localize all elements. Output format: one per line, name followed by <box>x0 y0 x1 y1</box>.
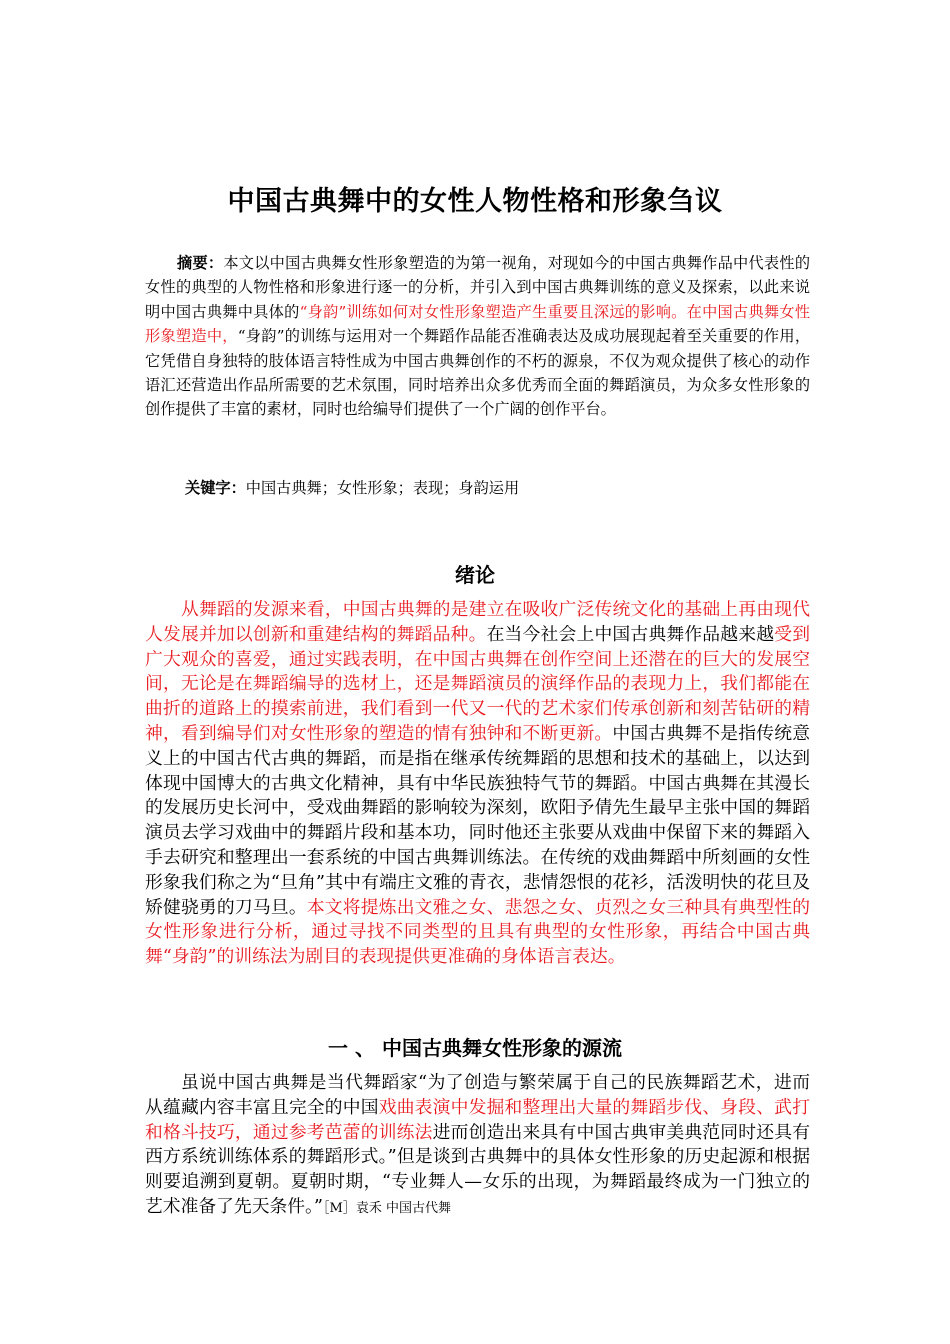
introduction-paragraph <box>145 598 810 970</box>
intro-segment-2: 在当今社会上中国古典舞作品越来越 <box>486 623 775 645</box>
keywords-line <box>185 476 805 500</box>
introduction-heading: 绪论 <box>455 563 495 587</box>
section-one-heading: 一 、 中国古典舞女性形象的源流 <box>328 1036 622 1060</box>
section-one-segment-1: 虽说中国古典舞是当代舞蹈家“为了创造与繁荣属于自己的民族舞蹈艺术，进而从蕴藏内容丰富且完全的中国 <box>145 1072 810 1118</box>
citation: ［M］袁禾 中国古代舞 <box>323 1200 451 1216</box>
intro-segment-1: 从舞蹈的发源来看，中国古典舞的是建立在吸收广泛传统文化的基础上再由现代人发展并加以创新和重建结构的舞蹈品种。 <box>145 599 810 645</box>
document-title: 中国古典舞中的女性人物性格和形象刍议 <box>227 186 723 217</box>
keywords-label: 关键字： <box>185 479 246 497</box>
abstract-highlight: “身韵”训练如何对女性形象塑造产生重要且深远的影响。在中国古典舞女性形象塑造中， <box>145 302 811 346</box>
section-one-segment-3: 进而创造出来具有中国古典审美典范同时还具有西方系统训练体系的舞蹈形式。”但是谈到古典舞中的具体女性形象的历史起源和根据则要追溯到夏朝。夏朝时期，“专业舞人—女乐的出现，为舞蹈最终成为一门独立的艺术准备了先天条件。” <box>145 1121 810 1217</box>
abstract-text-part2: “身韵”的训练与运用对一个舞蹈作品能否准确表达及成功展现起着至关重要的作用，它凭借自身独特的肢体语言特性成为中国古典舞创作的不朽的源泉，不仅为观众提供了核心的动作语汇还营造出作品所需要的艺术氛围，同时培养出众多优秀而全面的舞蹈演员，为众多女性形象的创作提供了丰富的素材，同时也给编导们提供了一个广阔的创作平台。 <box>145 327 811 419</box>
abstract-paragraph <box>145 251 810 422</box>
intro-segment-5: 本文将提炼出文雅之女、悲怨之女、贞烈之女三种具有典型性的女性形象进行分析，通过寻找不同类型的且具有典型的女性形象，再结合中国古典舞“身韵”的训练法为剧目的表现提供更准确的身体语言表达。 <box>145 896 810 968</box>
section-one-paragraph <box>145 1071 810 1311</box>
section-one-segment-2: 戏曲表演中发掘和整理出大量的舞蹈步伐、身段、武打和格斗技巧，通过参考芭蕾的训练法 <box>145 1096 810 1143</box>
abstract-label: 摘要： <box>177 254 224 272</box>
intro-segment-3: 受到广大观众的喜爱，通过实践表明，在中国古典舞在创作空间上还潜在的巨大的发展空间，无论是在舞蹈编导的选材上，还是舞蹈演员的演绎作品的表现力上，我们都能在曲折的道路上的摸索前进，我们看到一代又一代的艺术家们传承创新和刻苦钻研的精神，看到编导们对女性形象的塑造的情有独钟和不断更新。 <box>145 623 810 744</box>
intro-segment-4: 中国古典舞不是指传统意义上的中国古代古典的舞蹈，而是指在继承传统舞蹈的思想和技术的基础上，以达到体现中国博大的古典文化精神，具有中华民族独特气节的舞蹈。中国古典舞在其漫长的发展历史长河中，受戏曲舞蹈的影响较为深刻，欧阳予倩先生最早主张中国的舞蹈演员去学习戏曲中的舞蹈片段和基本功，同时他还主张要从戏曲中保留下来的舞蹈入手去研究和整理出一套系统的中国古典舞训练法。在传统的戏曲舞蹈中所刻画的女性形象我们称之为“旦角”其中有端庄文雅的青衣，悲情怨恨的花衫，活泼明快的花旦及矫健骁勇的刀马旦。 <box>145 722 810 918</box>
keywords-text: 中国古典舞；女性形象；表现；身韵运用 <box>245 479 520 497</box>
abstract-text-part1: 本文以中国古典舞女性形象塑造的为第一视角，对现如今的中国古典舞作品中代表性的女性的典型的人物性格和形象进行逐一的分析，并引入到中国古典舞训练的意义及探索，以此来说明中国古典舞中具体的 <box>145 254 811 321</box>
